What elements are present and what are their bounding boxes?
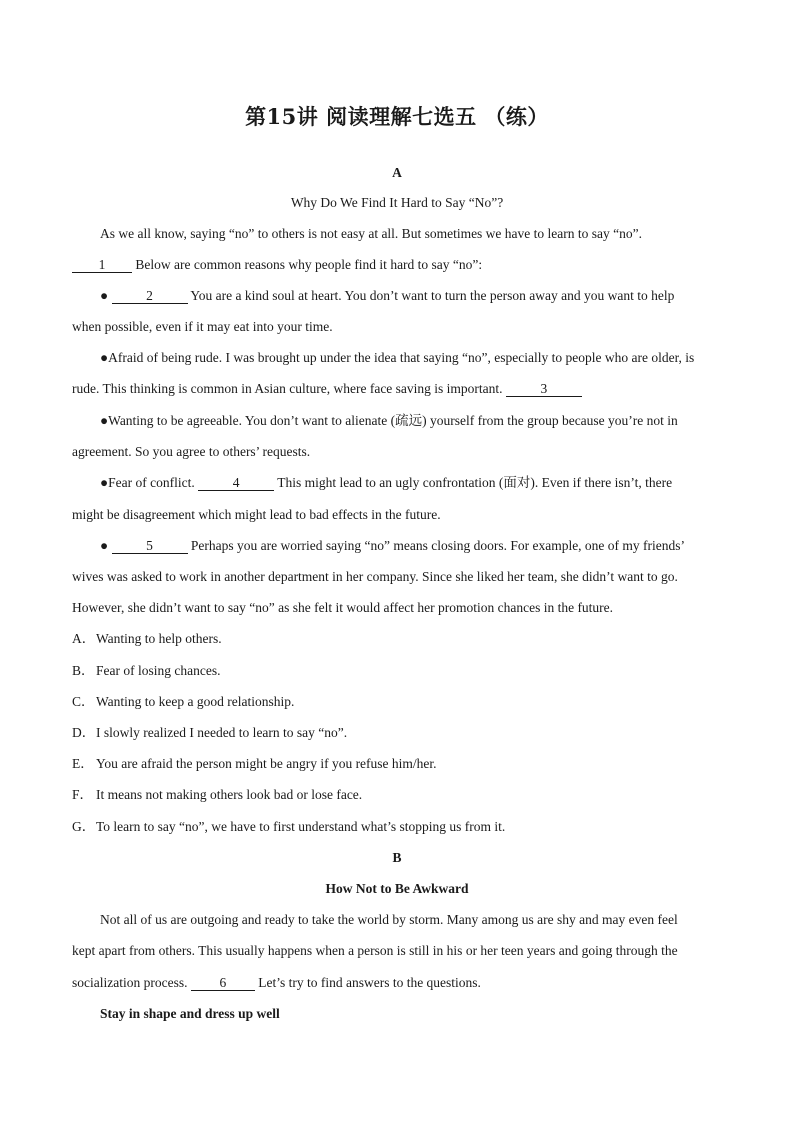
option-text: To learn to say “no”, we have to first understand what’s stopping us from it. bbox=[96, 819, 506, 834]
option-text: Fear of losing chances. bbox=[96, 663, 221, 678]
option-d[interactable] bbox=[72, 725, 722, 741]
option-letter: A． bbox=[72, 631, 96, 646]
option-g[interactable] bbox=[72, 819, 722, 835]
bullet-6-cont-1: wives was asked to work in another department in her company. Since she liked her team, she didn’t want to go. bbox=[72, 569, 678, 584]
option-e[interactable] bbox=[72, 756, 722, 772]
passage-b-para-3 bbox=[72, 975, 722, 991]
passage-b-para-2: kept apart from others. This usually happens when a person is still in his or her teen years and going through the bbox=[72, 943, 678, 958]
passage-a-intro-text: Below are common reasons why people find it hard to say “no”: bbox=[132, 257, 483, 272]
option-letter: F． bbox=[72, 787, 94, 802]
option-text: It means not making others look bad or lose face. bbox=[96, 787, 363, 802]
passage-b-para-3-post: Let’s try to find answers to the questions. bbox=[254, 975, 481, 990]
passage-b-heading: How Not to Be Awkward bbox=[325, 881, 469, 896]
passage-b-para-1: Not all of us are outgoing and ready to take the world by storm. Many among us are shy and may even feel bbox=[100, 912, 678, 927]
option-c[interactable] bbox=[72, 694, 722, 710]
option-letter: E． bbox=[72, 756, 94, 771]
bullet-6 bbox=[100, 538, 722, 554]
bullet-5 bbox=[100, 475, 722, 491]
passage-a-heading: Why Do We Find It Hard to Say “No”? bbox=[290, 195, 504, 210]
option-text: Wanting to help others. bbox=[96, 631, 222, 646]
option-f[interactable] bbox=[72, 787, 722, 803]
page-title: 第15讲 阅读理解七选五 （练） bbox=[245, 104, 549, 129]
bullet-6-text: Perhaps you are worried saying “no” means closing doors. For example, one of my friends’ bbox=[187, 538, 686, 553]
passage-a-intro: As we all know, saying “no” to others is not easy at all. But sometimes we have to learn to say “no”. bbox=[100, 226, 642, 241]
passage-b-para-3-pre: socialization process. bbox=[72, 975, 191, 990]
bullet-marker: ● bbox=[100, 288, 112, 303]
section-b-label: B bbox=[392, 850, 402, 865]
option-letter: D． bbox=[72, 725, 96, 740]
blank-4[interactable]: 4 bbox=[198, 476, 274, 491]
bullet-4-cont: agreement. So you agree to others’ requests. bbox=[72, 444, 311, 459]
blank-1[interactable]: 1 bbox=[72, 258, 132, 273]
passage-b-subheading: Stay in shape and dress up well bbox=[100, 1006, 280, 1021]
bullet-2-text: You are a kind soul at heart. You don’t want to turn the person away and you want to help bbox=[187, 288, 675, 303]
bullet-5-text: This might lead to an ugly confrontation (面对). Even if there isn’t, there bbox=[274, 475, 673, 490]
option-text: You are afraid the person might be angry if you refuse him/her. bbox=[96, 756, 437, 771]
option-letter: G． bbox=[72, 819, 96, 834]
blank-3[interactable]: 3 bbox=[506, 382, 582, 397]
option-letter: B． bbox=[72, 663, 95, 678]
bullet-5-cont: might be disagreement which might lead to bad effects in the future. bbox=[72, 507, 441, 522]
bullet-2 bbox=[100, 288, 722, 304]
blank-6[interactable]: 6 bbox=[191, 976, 255, 991]
bullet-6-cont-2: However, she didn’t want to say “no” as she felt it would affect her promotion chances in the future. bbox=[72, 600, 614, 615]
bullet-2-cont: when possible, even if it may eat into your time. bbox=[72, 319, 333, 334]
bullet-3-cont-text: rude. This thinking is common in Asian culture, where face saving is important. bbox=[72, 381, 506, 396]
passage-a-intro-cont bbox=[72, 257, 722, 273]
bullet-3: ●Afraid of being rude. I was brought up under the idea that saying “no”, especially to people who are older, is bbox=[100, 350, 695, 365]
option-b[interactable] bbox=[72, 663, 722, 679]
option-text: Wanting to keep a good relationship. bbox=[96, 694, 295, 709]
blank-5[interactable]: 5 bbox=[112, 539, 188, 554]
bullet-5-lead: ●Fear of conflict. bbox=[100, 475, 199, 490]
option-text: I slowly realized I needed to learn to say “no”. bbox=[96, 725, 348, 740]
option-letter: C． bbox=[72, 694, 95, 709]
blank-2[interactable]: 2 bbox=[112, 289, 188, 304]
bullet-marker: ● bbox=[100, 538, 112, 553]
bullet-3-cont bbox=[72, 381, 722, 397]
section-a-label: A bbox=[392, 165, 402, 180]
bullet-4: ●Wanting to be agreeable. You don’t want to alienate (疏远) yourself from the group because you’re not in bbox=[100, 413, 678, 428]
option-a[interactable] bbox=[72, 631, 722, 647]
